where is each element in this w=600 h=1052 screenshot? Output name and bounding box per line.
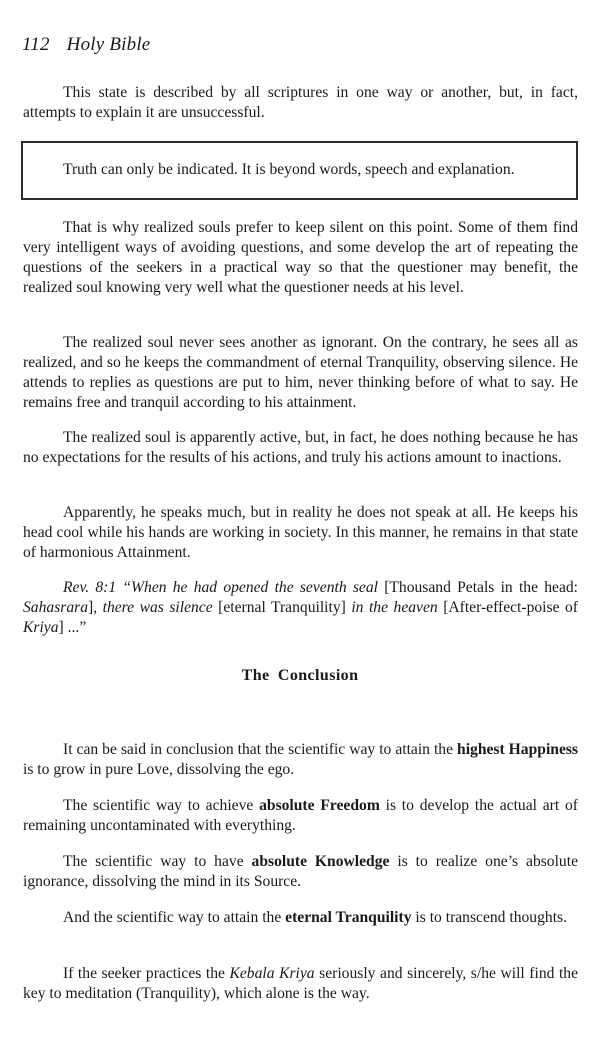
conclusion-paragraph-2: The scientific way to achieve absolute Freedom is to develop the actual art of remaining uncontaminated with everything. [23, 797, 578, 834]
running-header [22, 34, 150, 56]
paragraph-3: The realized soul never sees another as ignorant. On the contrary, he sees all as realized, and so he keeps the commandment of eternal Tranquility, observing silence. He attends to replies as questions are put to him, never thinking before of what to say. He remains free and tranquil according to his attainment. [23, 334, 578, 411]
quote-ref: Rev. 8:1 [63, 579, 117, 596]
page-number: 112 [22, 34, 50, 55]
conclusion-paragraph-5: If the seeker practices the Kebala Kriya seriously and sincerely, s/he will find the key to meditation (Tranquility), which alone is the way. [23, 965, 579, 1002]
paragraph-1: This state is described by all scriptures in one way or another, but, in fact, attempts to explain it are unsuccessful. [23, 84, 578, 121]
highlight-box-text: Truth can only be indicated. It is beyond words, speech and explanation. [63, 161, 515, 178]
book-title: Holy Bible [66, 34, 151, 55]
conclusion-paragraph-4: And the scientific way to attain the eternal Tranquility is to transcend thoughts. [63, 909, 567, 926]
paragraph-2: That is why realized souls prefer to keep silent on this point. Some of them find very intelligent ways of avoiding questions, and some develop the art of repeating the questions of the seekers in a practical way so that the questioner may benefit, the realized soul knowing very well what the questioner needs at his level. [23, 219, 578, 296]
scripture-quote: Rev. 8:1 “When he had opened the seventh seal [Thousand Petals in the head: Sahasrara], there was silence [eternal Tranquility] in the heaven [After-effect-poise of Kriya] ...” [23, 579, 578, 636]
highlight-box [21, 141, 578, 200]
paragraph-5: Apparently, he speaks much, but in reality he does not speak at all. He keeps his head cool while his hands are working in society. In this manner, he remains in that state of harmonious Attainment. [23, 504, 578, 561]
conclusion-paragraph-1: It can be said in conclusion that the scientific way to attain the highest Happiness is to grow in pure Love, dissolving the ego. [23, 741, 579, 778]
paragraph-4: The realized soul is apparently active, but, in fact, he does nothing because he has no expectations for the results of his actions, and truly his actions amount to inactions. [23, 429, 578, 466]
section-heading: The Conclusion [241, 667, 359, 684]
conclusion-paragraph-3: The scientific way to have absolute Knowledge is to realize one’s absolute ignorance, dissolving the mind in its Source. [23, 853, 578, 890]
